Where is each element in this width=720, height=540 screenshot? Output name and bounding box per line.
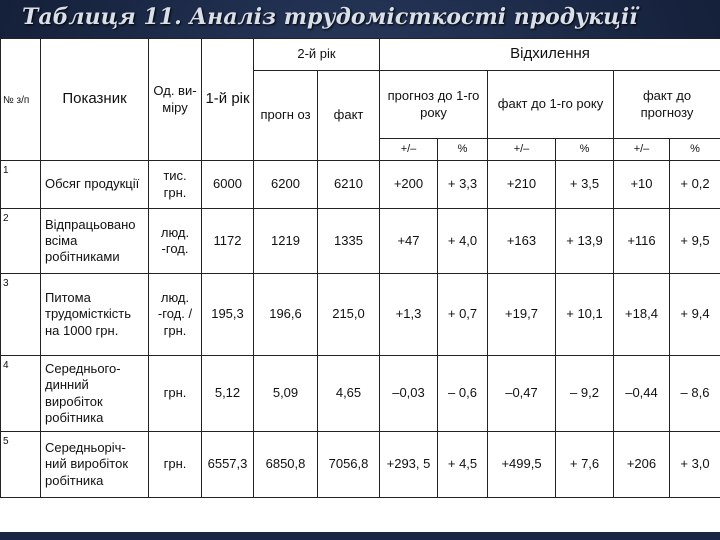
row-dev1: +293, 5 <box>380 432 438 498</box>
row-pct3: – 8,6 <box>670 356 720 432</box>
row-indicator: Середнього- динний виробіток робітника <box>41 356 149 432</box>
row-pct3: + 3,0 <box>670 432 720 498</box>
row-year1: 1172 <box>202 209 254 274</box>
row-unit: люд. -год. <box>149 209 202 274</box>
row-pct1: + 4,5 <box>438 432 488 498</box>
row-pct2: + 3,5 <box>556 161 614 209</box>
header-percent-1: % <box>438 139 488 161</box>
header-forecast: прогн оз <box>254 71 318 161</box>
row-pct3: + 9,5 <box>670 209 720 274</box>
row-indicator: Середньоріч- ний виробіток робітника <box>41 432 149 498</box>
row-indicator: Відпрацьовано всіма робітниками <box>41 209 149 274</box>
row-forecast: 6850,8 <box>254 432 318 498</box>
row-pct3: + 9,4 <box>670 274 720 356</box>
row-pct1: – 0,6 <box>438 356 488 432</box>
table-row <box>1 161 720 209</box>
row-year1: 6557,3 <box>202 432 254 498</box>
header-deviation: Відхилення <box>380 39 720 71</box>
row-dev3: +18,4 <box>614 274 670 356</box>
row-forecast: 6200 <box>254 161 318 209</box>
table-sheet <box>0 38 720 532</box>
header-indicator: Показник <box>41 39 149 161</box>
row-pct2: + 7,6 <box>556 432 614 498</box>
labor-intensity-table <box>0 38 720 498</box>
header-percent-3: % <box>670 139 720 161</box>
row-indicator: Питома трудомісткість на 1000 грн. <box>41 274 149 356</box>
row-pct1: + 4,0 <box>438 209 488 274</box>
row-unit: грн. <box>149 356 202 432</box>
header-fact: факт <box>318 71 380 161</box>
row-fact: 6210 <box>318 161 380 209</box>
row-year1: 195,3 <box>202 274 254 356</box>
header-plusminus-3: +/– <box>614 139 670 161</box>
row-dev3: +116 <box>614 209 670 274</box>
header-num: № з/п <box>1 39 41 161</box>
table-row <box>1 209 720 274</box>
header-dev-fact-y1: факт до 1-го року <box>488 71 614 139</box>
row-num: 5 <box>1 432 41 498</box>
row-dev2: +19,7 <box>488 274 556 356</box>
row-fact: 7056,8 <box>318 432 380 498</box>
header-year2: 2-й рік <box>254 39 380 71</box>
row-pct2: + 13,9 <box>556 209 614 274</box>
row-pct2: – 9,2 <box>556 356 614 432</box>
row-pct3: + 0,2 <box>670 161 720 209</box>
row-dev1: –0,03 <box>380 356 438 432</box>
row-dev2: –0,47 <box>488 356 556 432</box>
row-forecast: 1219 <box>254 209 318 274</box>
row-year1: 5,12 <box>202 356 254 432</box>
row-dev3: +10 <box>614 161 670 209</box>
header-unit: Од. ви- міру <box>149 39 202 161</box>
row-fact: 215,0 <box>318 274 380 356</box>
row-dev1: +200 <box>380 161 438 209</box>
row-forecast: 5,09 <box>254 356 318 432</box>
row-dev3: –0,44 <box>614 356 670 432</box>
table-row <box>1 432 720 498</box>
row-num: 4 <box>1 356 41 432</box>
row-pct2: + 10,1 <box>556 274 614 356</box>
row-dev1: +47 <box>380 209 438 274</box>
row-unit: грн. <box>149 432 202 498</box>
row-dev1: +1,3 <box>380 274 438 356</box>
row-num: 1 <box>1 161 41 209</box>
row-year1: 6000 <box>202 161 254 209</box>
header-plusminus-1: +/– <box>380 139 438 161</box>
header-percent-2: % <box>556 139 614 161</box>
table-row <box>1 356 720 432</box>
row-indicator: Обсяг продукції <box>41 161 149 209</box>
row-pct1: + 3,3 <box>438 161 488 209</box>
row-dev3: +206 <box>614 432 670 498</box>
row-dev2: +163 <box>488 209 556 274</box>
row-num: 3 <box>1 274 41 356</box>
header-dev-forecast-y1: прогноз до 1-го року <box>380 71 488 139</box>
header-plusminus-2: +/– <box>488 139 556 161</box>
row-dev2: +210 <box>488 161 556 209</box>
table-row <box>1 274 720 356</box>
row-forecast: 196,6 <box>254 274 318 356</box>
bottom-band <box>0 532 720 540</box>
row-pct1: + 0,7 <box>438 274 488 356</box>
header-year1: 1-й рік <box>202 39 254 161</box>
row-dev2: +499,5 <box>488 432 556 498</box>
row-fact: 1335 <box>318 209 380 274</box>
page-title: Таблиця 11. Аналіз трудомісткості продукції <box>22 4 638 30</box>
row-unit: люд. -год. / грн. <box>149 274 202 356</box>
row-fact: 4,65 <box>318 356 380 432</box>
row-unit: тис. грн. <box>149 161 202 209</box>
header-dev-fact-forecast: факт до прогнозу <box>614 71 720 139</box>
row-num: 2 <box>1 209 41 274</box>
